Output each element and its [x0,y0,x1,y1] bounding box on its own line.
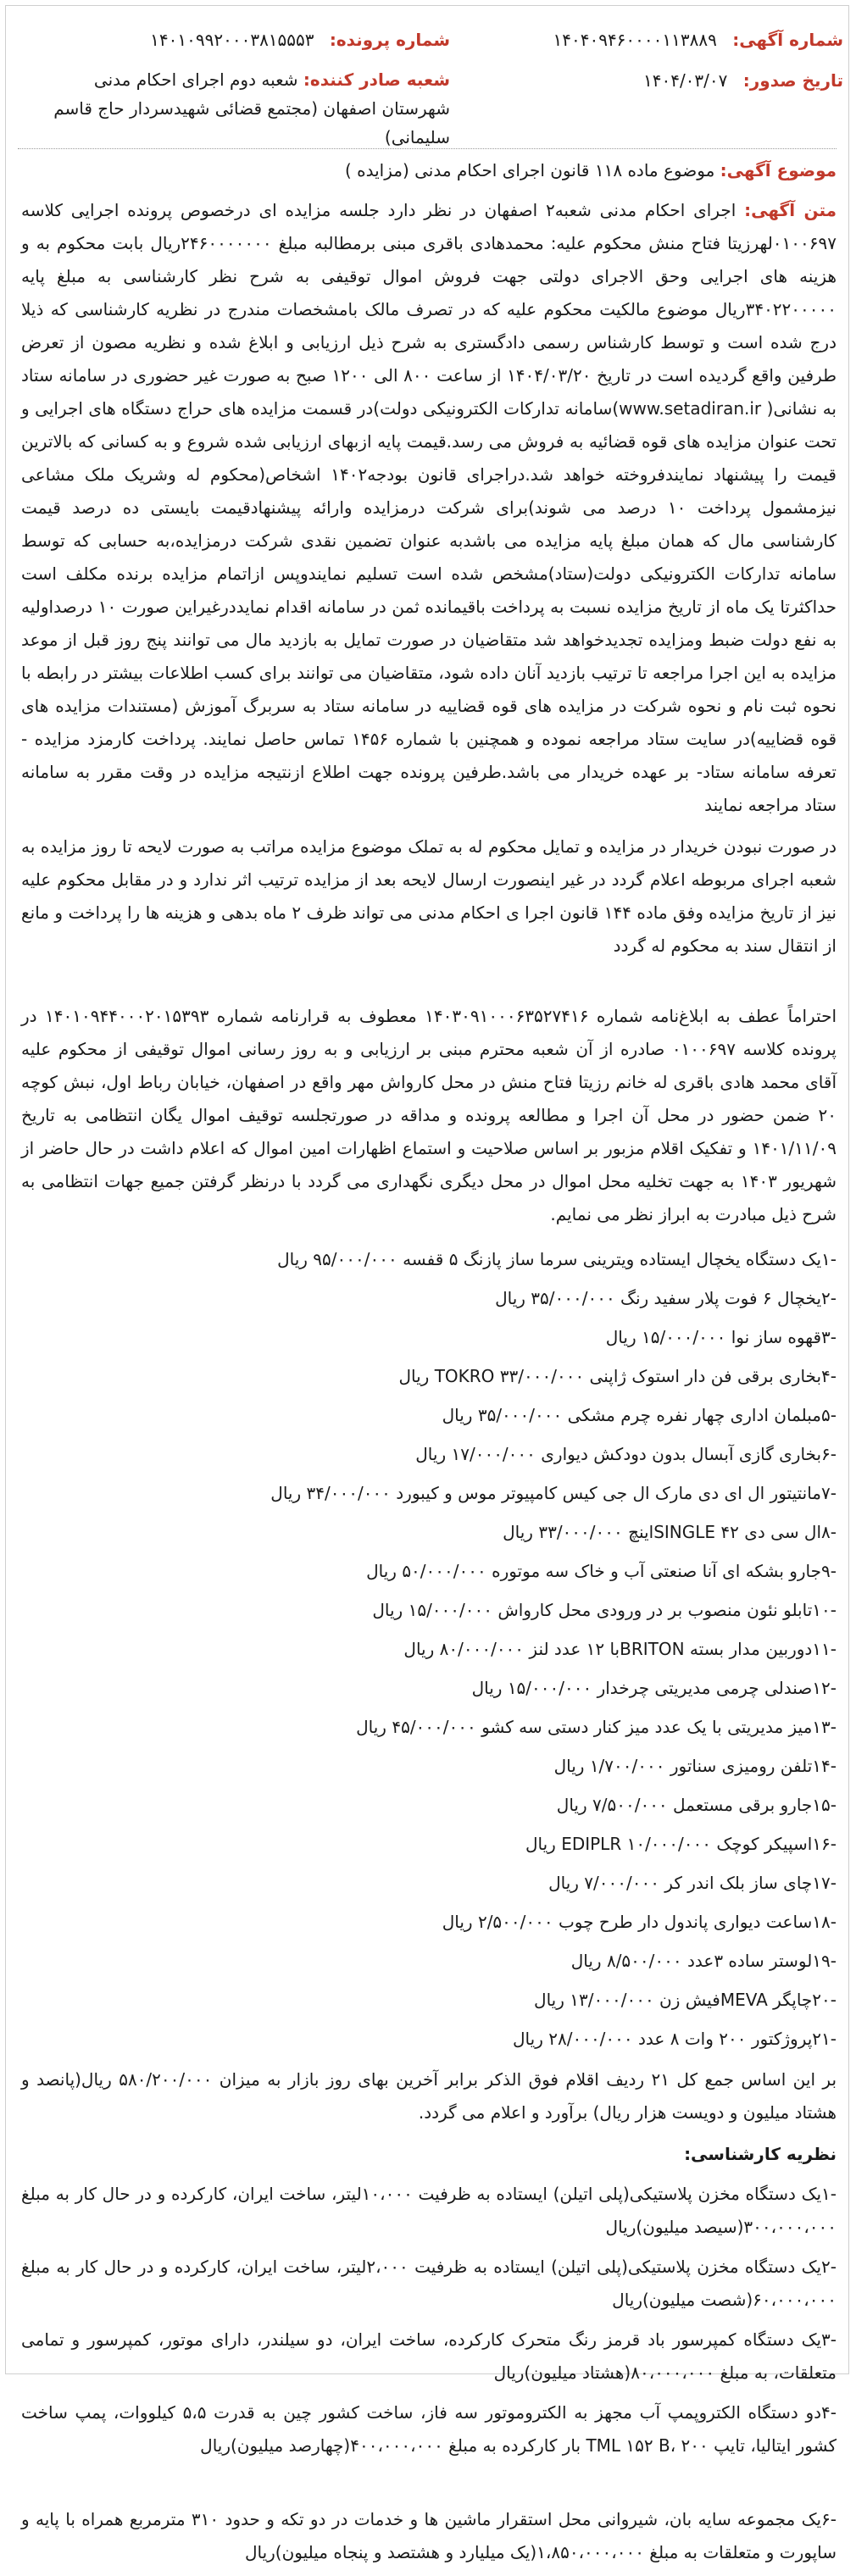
header-divider [18,148,837,149]
subject-label: موضوع آگهی: [720,160,837,180]
asset-item: -۱۳میز مدیریتی با یک عدد میز کنار دستی سه کشو ۴۵/۰۰۰/۰۰۰ ریال [356,1717,837,1737]
asset-item: -۲۱پروژکتور ۲۰۰ وات ۸ عدد ۲۸/۰۰۰/۰۰۰ ریال [513,2029,837,2049]
expert-gap [21,2469,837,2503]
asset-item: -۲یخچال ۶ فوت پلار سفید رنگ ۳۵/۰۰۰/۰۰۰ ریال [495,1288,837,1308]
notice-body [21,194,837,2576]
issue-date: ۱۴۰۴/۰۳/۰۷ [642,70,728,91]
issuing-branch-row [43,65,450,152]
section-gap [21,971,837,1000]
ad-number-label: شماره آگهی: [732,30,843,50]
case-number: ۱۴۰۱۰۹۹۲۰۰۰۳۸۱۵۵۵۳ [150,30,314,50]
body-label: متن آگهی: [744,200,837,220]
asset-item: -۶بخاری گازی آبسال بدون دودکش دیواری ۱۷/۰۰۰/۰۰۰ ریال [415,1444,837,1464]
notice-header [6,25,848,152]
asset-item: -۱۱دوربین مدار بسته BRITONبا ۱۲ عدد لنز ۸۰/۰۰۰/۰۰۰ ریال [403,1639,837,1659]
issuing-branch-label: شعبه صادر کننده: [303,69,450,90]
expert-title: نظریه کارشناسی: [684,2144,837,2164]
asset-item: -۵مبلمان اداری چهار نفره چرم مشکی ۳۵/۰۰۰/۰۰۰ ریال [442,1405,837,1425]
asset-item: -۱۵جارو برقی مستعمل ۷/۵۰۰/۰۰۰ ریال [556,1795,837,1815]
expert-item: -۱یک دستگاه مخزن پلاستیکی(پلی اتیلن) ایستاده به ظرفیت ۱۰،۰۰۰لیتر، ساخت ایران، کارکرده و در حال کار به مبلغ ۳۰۰،۰۰۰،۰۰۰(سیصد میلیون)ریال [21,2184,837,2237]
asset-item: -۱۶اسپیکر کوچک EDIPLR ۱۰/۰۰۰/۰۰۰ ریال [525,1834,837,1854]
ad-number: ۱۴۰۴۰۹۴۶۰۰۰۰۱۱۳۸۸۹ [553,30,717,50]
body-paragraph-1 [21,194,837,822]
body-paragraph-2: در صورت نبودن خریدار در مزایده و تمایل محکوم له به تملک موضوع مزایده مراتب به صورت لایحه تا روز مزایده به شعبه اجرای مربوطه اعلام گردد در غیر اینصورت ارسال لایحه بعد از مزایده ترتیب اثر ندارد و در مقابل محکوم علیه نیز از تاریخ مزایده وفق ماده ۱۴۴ قانون اجرا ی احکام مدنی می تواند ظرف ۲ ماه بدهی و هزینه ها را پرداخت و مانع از انتقال سند به محکوم له گردد [21,836,837,956]
asset-item: -۱یک دستگاه یخچال ایستاده ویترینی سرما ساز پازنگ ۵ قفسه ۹۵/۰۰۰/۰۰۰ ریال [277,1249,837,1269]
body-text-1: اجرای احکام مدنی شعبه۲ اصفهان در نظر دارد جلسه مزایده ای درخصوص پرونده اجرایی کلاسه ۰۱۰۰۶۹۷لهرزیتا فتاح منش محکوم علیه: محمدهادی باقری مبنی برمطالبه مبلغ ۲۴۶۰۰۰۰۰۰۰ریال بابت محکوم به و هزینه های اجرایی وحق الاجرای دولتی جهت فروش اموال توقیفی به شرح نظر کارشناسی به مبلغ پایه ۳۴۰۲۲۰۰۰۰۰ریال موضوع مالکیت محکوم علیه که در تصرف مالک بامشخصات مندرج در نظریه کارشناسی که ذیلا درج شده است و توسط کارشناس رسمی دادگستری به شرح ذیل ارزیابی و ابلاغ شده و نظریه مصون از تعرض طرفین واقع گردیده است در تاریخ ۱۴۰۴/۰۳/۲۰ از ساعت ۸۰۰ الی ۱۲۰۰ صبح به صورت غیر حضوری در سامانه ستاد به نشانی( www.setadiran.ir)سامانه تدارکات الکترونیکی دولت)در قسمت مزایده های حراج دستگاه های اجرایی و تحت عنوان مزایده های قوه قضائیه به فروش می رسد.قیمت پایه ازبهای ارزیابی شده شروع و به کسانی که بالاترین قیمت را پیشنهاد نمایندفروخته خواهد شد.دراجرای قانون بودجه۱۴۰۲ اشخاص(محکوم له وشریک ملک مشاعی نیزمشمول پرداخت ۱۰ درصد می شوند)برای شرکت درمزایده وارائه پیشنهادقیمت بایستی ده درصد قیمت کارشناسی مال که همان مبلغ پایه مزایده می باشدبه عنوان تضمین نقدی شرکت درمزایده،به حسابی که توسط سامانه تدارکات الکترونیکی دولت(ستاد)مشخص شده است تسلیم نمایندوپس ازاتمام مزایده برنده مکلف است حداکثرتا یک ماه از تاریخ مزایده نسبت به پرداخت باقیمانده ثمن در سامانه اقدام نمایددرغیراین صورت ۱۰ درصداولیه به نفع دولت ضبط ومزایده تجدیدخواهد شد متقاضیان در صورت تمایل به بازدید مال می توانند پنج روز قبل از موعد مزایده به این اجرا مراجعه تا ترتیب بازدید آنان داده شود، متقاضیان می توانند برای کسب اطلاعات بیشتر در رابطه با نحوه ثبت نام و نحوه شرکت در مزایده های قوه قضاییه در سامانه ستاد به سربرگ آموزش (مستندات مزایده های قوه قضاییه)در سایت ستاد مراجعه نموده و همچنین با شماره ۱۴۵۶ تماس حاصل نمایند. پرداخت کارمزد مزایده - تعرفه سامانه ستاد- بر عهده خریدار می باشد.طرفین پرونده جهت اطلاع ازنتیجه مزایده در وقت مقرر به سامانه ستاد مراجعه نمایند [21,200,837,815]
ad-number-row [553,25,843,55]
expert-item: -۲یک دستگاه مخزن پلاستیکی(پلی اتیلن) ایستاده به ظرفیت ۲،۰۰۰لیتر، ساخت ایران، کارکرده و در حال کار به مبلغ ۶۰،۰۰۰،۰۰۰(شصت میلیون)ریال [21,2257,837,2310]
asset-item: -۷مانتیتور ال ای دی مارک ال جی کیس کامپیوتر موس و کیبورد ۳۴/۰۰۰/۰۰۰ ریال [270,1483,837,1503]
expert-opinion [21,2138,837,2569]
asset-item: -۱۷چای ساز بلک اندر کر ۷/۰۰۰/۰۰۰ ریال [548,1873,837,1893]
asset-item: -۱۴تلفن رومیزی سناتور ۱/۷۰۰/۰۰۰ ریال [553,1756,837,1776]
issue-date-row [643,65,843,96]
notice-page [5,5,849,2562]
case-number-label: شماره پرونده: [329,30,450,50]
case-number-row [150,25,450,55]
subject-row [18,155,837,186]
issue-date-label: تاریخ صدور: [742,70,843,91]
total-text: بر این اساس جمع کل ۲۱ ردیف اقلام فوق الذکر برابر آخرین بهای روز بازار به میزان ۵۸۰/۲۰۰/۰۰۰ ریال(پانصد و هشتاد میلیون و دویست هزار ریال) برآورد و اعلام می گردد. [21,2069,837,2123]
expert-item: -۳یک دستگاه کمپرسور باد قرمز رنگ متحرک کارکرده، ساخت ایران، دو سیلندر، دارای موتور، کمپرسور و تمامی متعلقات، به مبلغ ۸۰،۰۰۰،۰۰۰(هشتاد میلیون)ریال [21,2329,837,2383]
asset-item: -۳قهوه ساز نوا ۱۵/۰۰۰/۰۰۰ ریال [605,1327,837,1347]
asset-item: -۲۰چاپگر MEVAفیش زن ۱۳/۰۰۰/۰۰۰ ریال [534,1990,837,2010]
asset-item: -۱۰تابلو نئون منصوب بر در ورودی محل کارواش ۱۵/۰۰۰/۰۰۰ ریال [372,1600,837,1620]
asset-item: -۹جارو بشکه ای آنا صنعتی آب و خاک سه موتوره ۵۰/۰۰۰/۰۰۰ ریال [366,1561,837,1581]
asset-item: -۱۸ساعت دیواری پاندول دار طرح چوب ۲/۵۰۰/۰۰۰ ریال [442,1912,837,1932]
asset-item: -۴بخاری برقی فن دار استوک ژاپنی TOKRO ۳۳/۰۰۰/۰۰۰ ریال [398,1366,837,1386]
subject-value: موضوع ماده ۱۱۸ قانون اجرای احکام مدنی (مزایده ) [344,160,715,180]
expert-item: -۴دو دستگاه الکتروپمپ آب مجهز به الکتروموتور سه فاز، ساخت کشور چین به قدرت ۵،۵ کیلووات، پمپ ساخت کشور ایتالیا، تایپ TML ۱۵۲ B، ۲۰۰ بار کارکرده به مبلغ ۴۰۰،۰۰۰،۰۰۰(چهارصد میلیون)ریال [21,2402,837,2456]
asset-item: -۱۹لوستر ساده ۳عدد ۸/۵۰۰/۰۰۰ ریال [570,1951,837,1971]
asset-item: -۱۲صندلی چرمی مدیریتی چرخدار ۱۵/۰۰۰/۰۰۰ ریال [471,1678,837,1698]
issuing-branch: شعبه دوم اجرای احکام مدنی شهرستان اصفهان (مجتمع قضائی شهیدسردار حاج قاسم سلیمانی) [53,69,450,147]
assets-list [21,1240,837,2058]
asset-item: -۸ال سی دی ۴۲ SINGLEاینچ ۳۳/۰۰۰/۰۰۰ ریال [503,1522,837,1542]
expert-item-last: -۶یک مجموعه سایه بان، شیروانی محل استقرار ماشین ها و خدمات در دو تکه و حدود ۳۱۰ مترمربع همراه با پایه و ساپورت و متعلقات به مبلغ ۱،۸۵۰،۰۰۰،۰۰۰(یک میلیارد و هشتصد و پنجاه میلیون)ریال [21,2509,837,2562]
body-paragraph-3: احتراماً عطف به ابلاغ‌نامه شماره ۱۴۰۳۰۹۱۰۰۰۶۳۵۲۷۴۱۶ معطوف به قرارنامه شماره ۱۴۰۱۰۹۴۴۰۰۰۲۰۱۵۳۹۳ در پرونده کلاسه ۰۱۰۰۶۹۷ صادره از آن شعبه محترم مبنی بر ارزیابی و به روز رسانی اموال توقیفی از محکوم علیه آقای محمد هادی باقری له خانم رزیتا فتاح منش در محل کارواش مهر واقع در اصفهان، خیابان رباط اول، نبش کوچه ۲۰ ضمن حضور در محل آن اجرا و مطالعه پرونده و مداقه در صورتجلسه توقیف اموال یگان انتظامی به تاریخ ۱۴۰۱/۱۱/۰۹ و تفکیک اقلام مزبور بر اساس صلاحیت و استماع اظهارات امین اموال که اعلام داشت در حال حاضر از شهریور ۱۴۰۳ به جهت تخلیه محل اموال در محل دیگری نگهداری می گردد با درنظر گرفتن جمیع جهات انتظامی به شرح ذیل مبادرت به ابراز نظر می نمایم. [21,1006,837,1224]
